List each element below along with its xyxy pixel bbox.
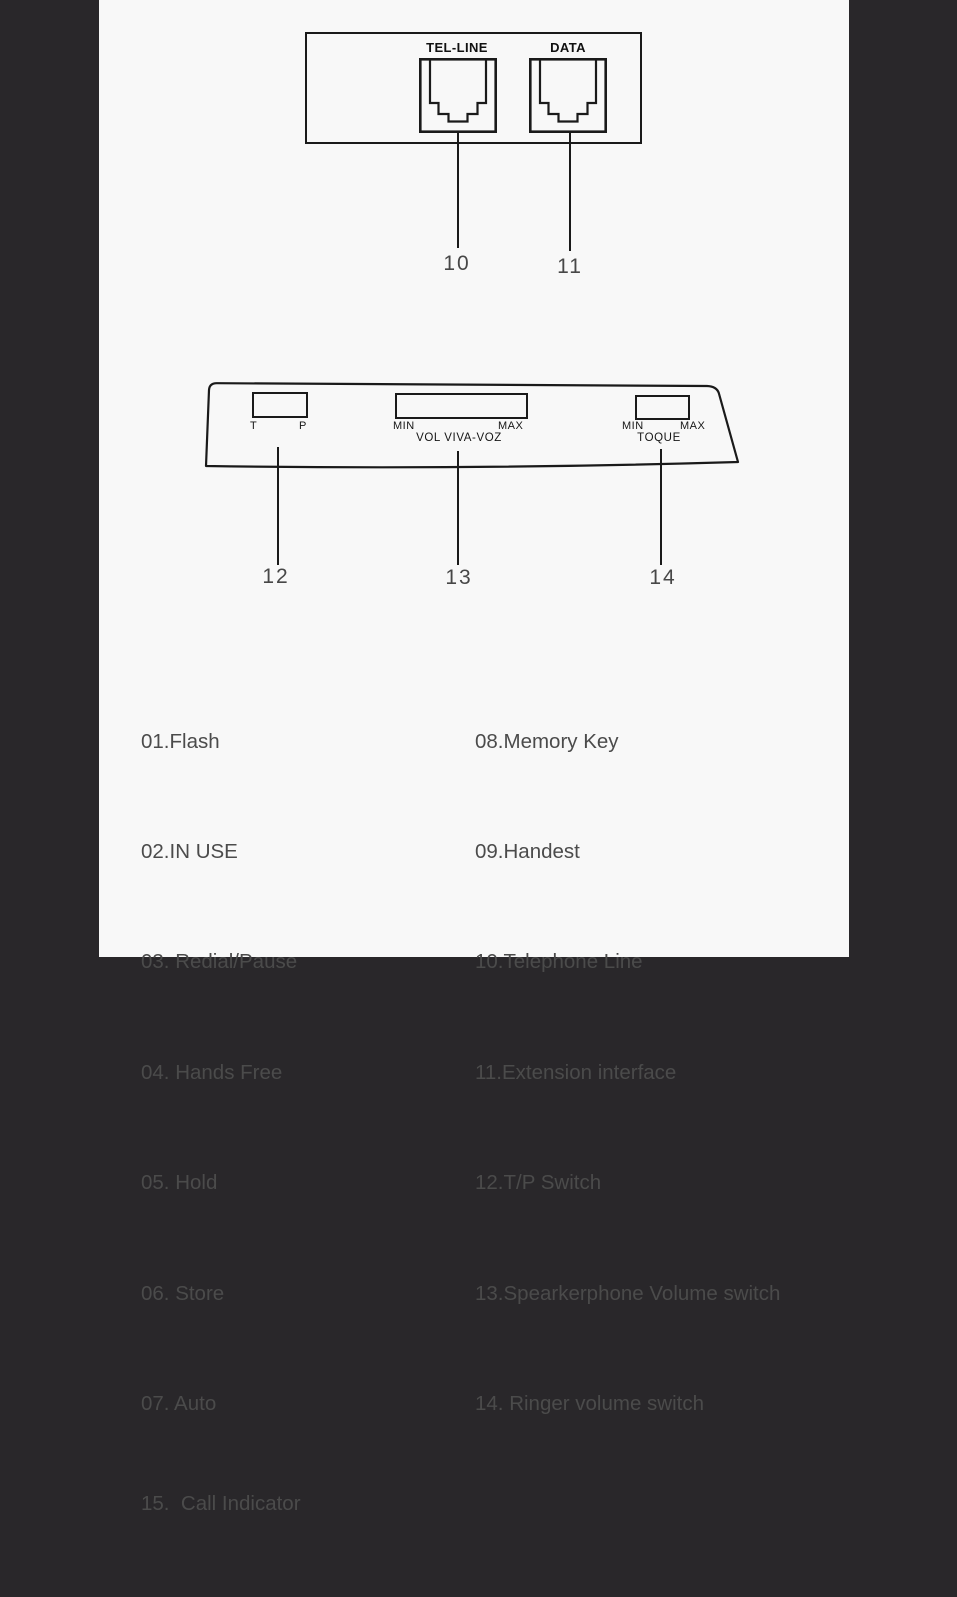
speaker-volume-max-label: MAX: [498, 420, 524, 432]
callout-number-14: 14: [649, 566, 677, 589]
legend-item: 08.Memory Key: [475, 729, 619, 753]
legend-right-column: [475, 650, 780, 1496]
legend-item: 05. Hold: [141, 1171, 218, 1195]
tp-switch-t-label: T: [250, 420, 258, 432]
legend-item: 06. Store: [141, 1281, 225, 1305]
speaker-volume-min-label: MIN: [393, 420, 415, 432]
callout-number-13: 13: [445, 566, 473, 589]
ringer-volume-caption: TOQUE: [637, 432, 681, 444]
legend-item: 11.Extension interface: [475, 1060, 677, 1084]
legend-item: 04. Hands Free: [141, 1060, 283, 1084]
legend-item: 09.Handest: [475, 839, 580, 863]
legend-item: 15. Call Indicator: [141, 1492, 301, 1516]
rj11-jack-data-icon: [529, 58, 607, 133]
callout-line-13: [457, 451, 459, 565]
legend-left-column: [141, 650, 301, 1597]
callout-line-14: [660, 449, 662, 565]
speakerphone-volume-slider: [395, 393, 528, 419]
rj11-jack-tel-line-icon: [419, 58, 497, 133]
tel-line-port-label: TEL-LINE: [426, 40, 488, 55]
legend-item: 13.Spearkerphone Volume switch: [475, 1281, 781, 1305]
legend-item: 12.T/P Switch: [475, 1171, 602, 1195]
callout-line-12: [277, 447, 279, 565]
speaker-volume-caption: VOL VIVA-VOZ: [416, 432, 502, 444]
tp-switch: [252, 392, 308, 418]
legend-item: 07. Auto: [141, 1391, 217, 1415]
legend-item: 14. Ringer volume switch: [475, 1391, 705, 1415]
legend-item: 03. Redial/Pause: [141, 950, 298, 974]
legend-item: 02.IN USE: [141, 839, 238, 863]
legend-item: 01.Flash: [141, 729, 220, 753]
ringer-volume-switch: [635, 395, 690, 420]
callout-line-11: [569, 133, 571, 251]
callout-number-11: 11: [557, 255, 583, 278]
ringer-volume-min-label: MIN: [622, 420, 644, 432]
manual-page: [99, 0, 849, 1516]
tp-switch-p-label: P: [299, 420, 307, 432]
data-port-label: DATA: [550, 40, 586, 55]
ringer-volume-max-label: MAX: [680, 420, 706, 432]
callout-number-12: 12: [262, 565, 290, 588]
callout-line-10: [457, 133, 459, 248]
legend-item: 10.Telephone Line: [475, 950, 643, 974]
callout-number-10: 10: [443, 252, 471, 275]
